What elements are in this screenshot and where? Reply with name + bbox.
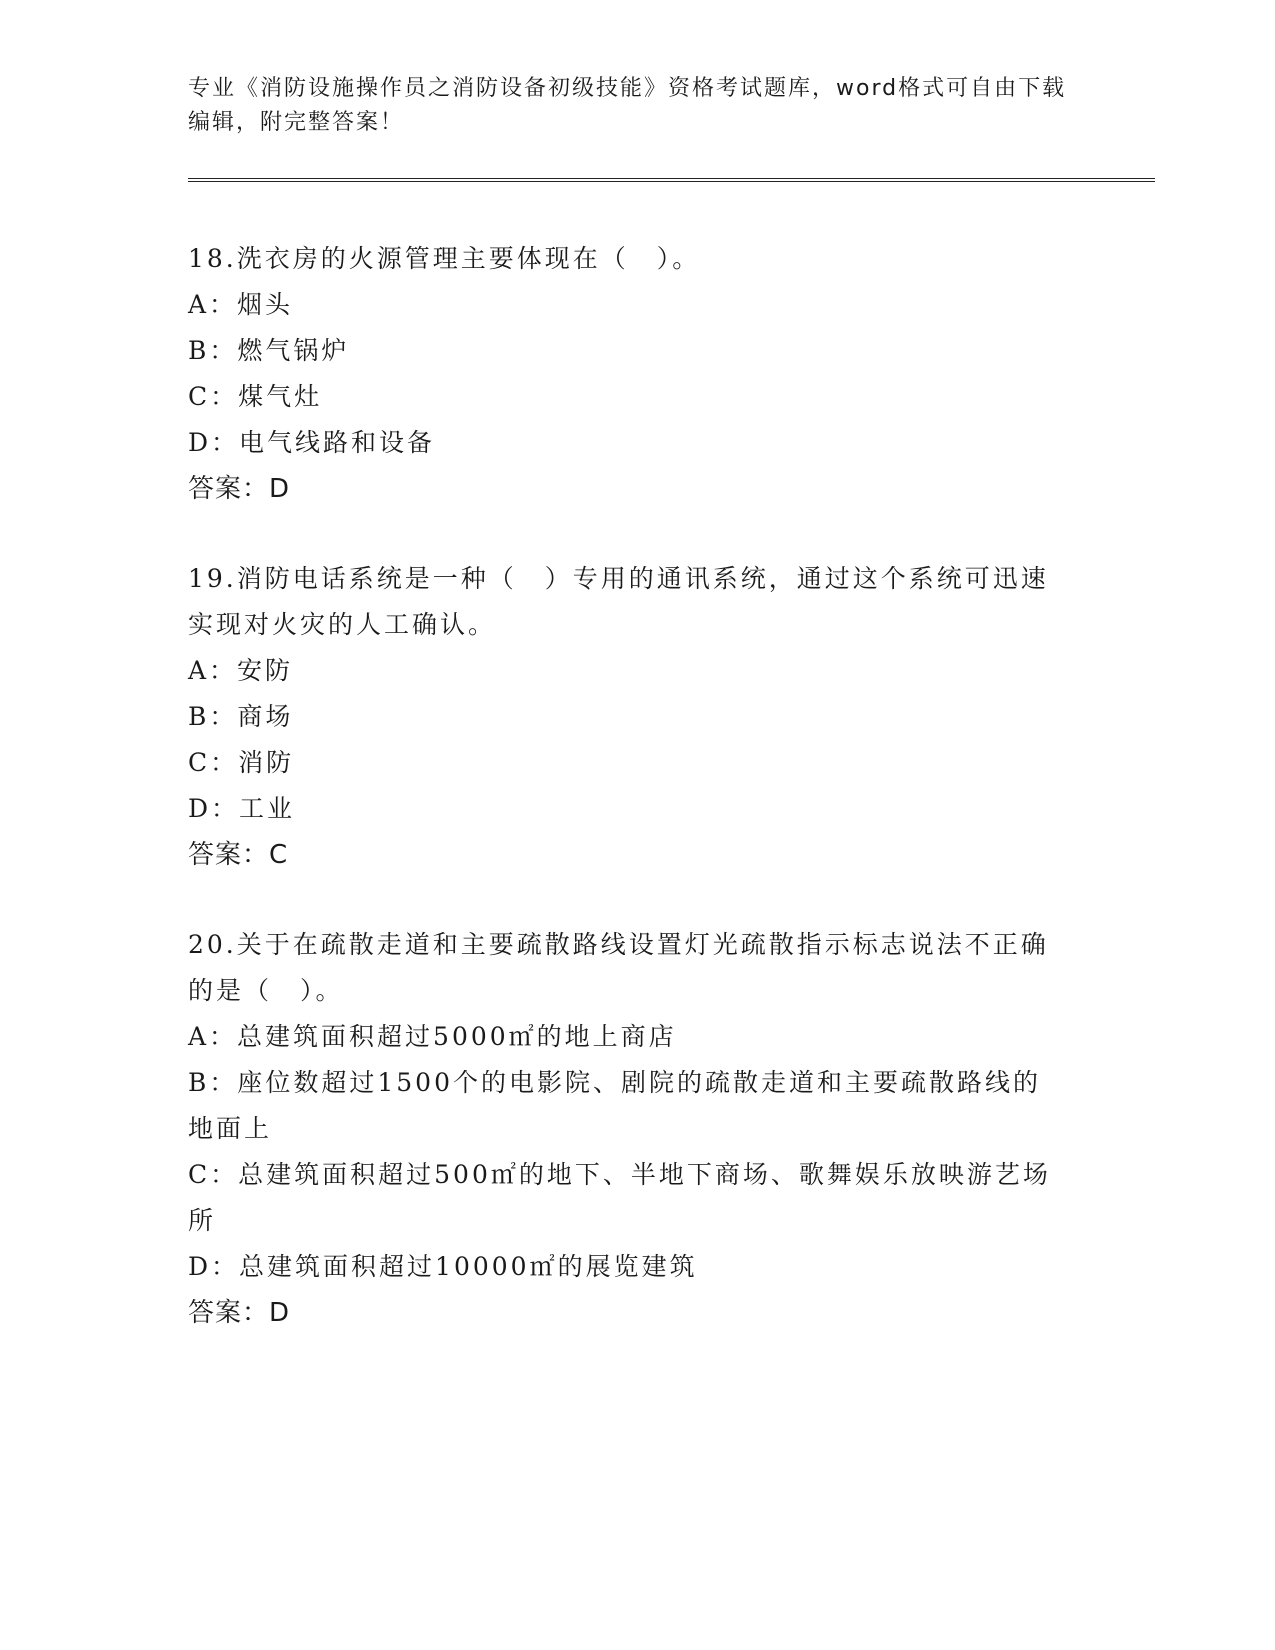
answer-label: 答案：C	[188, 840, 289, 870]
answer-label: 答案：D	[188, 1298, 291, 1328]
question-stem: 19.消防电话系统是一种（ ）专用的通讯系统，通过这个系统可迅速实现对火灾的人工确认。	[188, 564, 1049, 639]
option-b: B：座位数超过1500个的电影院、剧院的疏散走道和主要疏散路线的地面上	[188, 1068, 1041, 1143]
option-a: A：总建筑面积超过5000㎡的地上商店	[188, 1022, 677, 1051]
question-20	[188, 922, 1068, 1336]
question-stem: 18.洗衣房的火源管理主要体现在（ ）。	[188, 244, 701, 273]
question-list	[188, 236, 1068, 1380]
question-stem: 20.关于在疏散走道和主要疏散路线设置灯光疏散指示标志说法不正确的是（ ）。	[188, 930, 1049, 1005]
answer-label: 答案：D	[188, 474, 291, 504]
option-c: C：总建筑面积超过500㎡的地下、半地下商场、歌舞娱乐放映游艺场所	[188, 1160, 1051, 1235]
question-18	[188, 236, 1068, 512]
option-a: A：安防	[188, 656, 294, 685]
option-b: B：商场	[188, 702, 294, 731]
option-c: C：煤气灶	[188, 382, 323, 411]
header-divider	[188, 178, 1155, 182]
question-19	[188, 556, 1068, 878]
option-d: D：电气线路和设备	[188, 428, 436, 457]
document-header: 专业《消防设施操作员之消防设备初级技能》资格考试题库，word格式可自由下载编辑，附完整答案！	[188, 76, 1067, 135]
option-b: B：燃气锅炉	[188, 336, 350, 365]
option-d: D：工业	[188, 794, 296, 823]
option-d: D：总建筑面积超过10000㎡的展览建筑	[188, 1252, 698, 1281]
option-c: C：消防	[188, 748, 295, 777]
option-a: A：烟头	[188, 290, 294, 319]
